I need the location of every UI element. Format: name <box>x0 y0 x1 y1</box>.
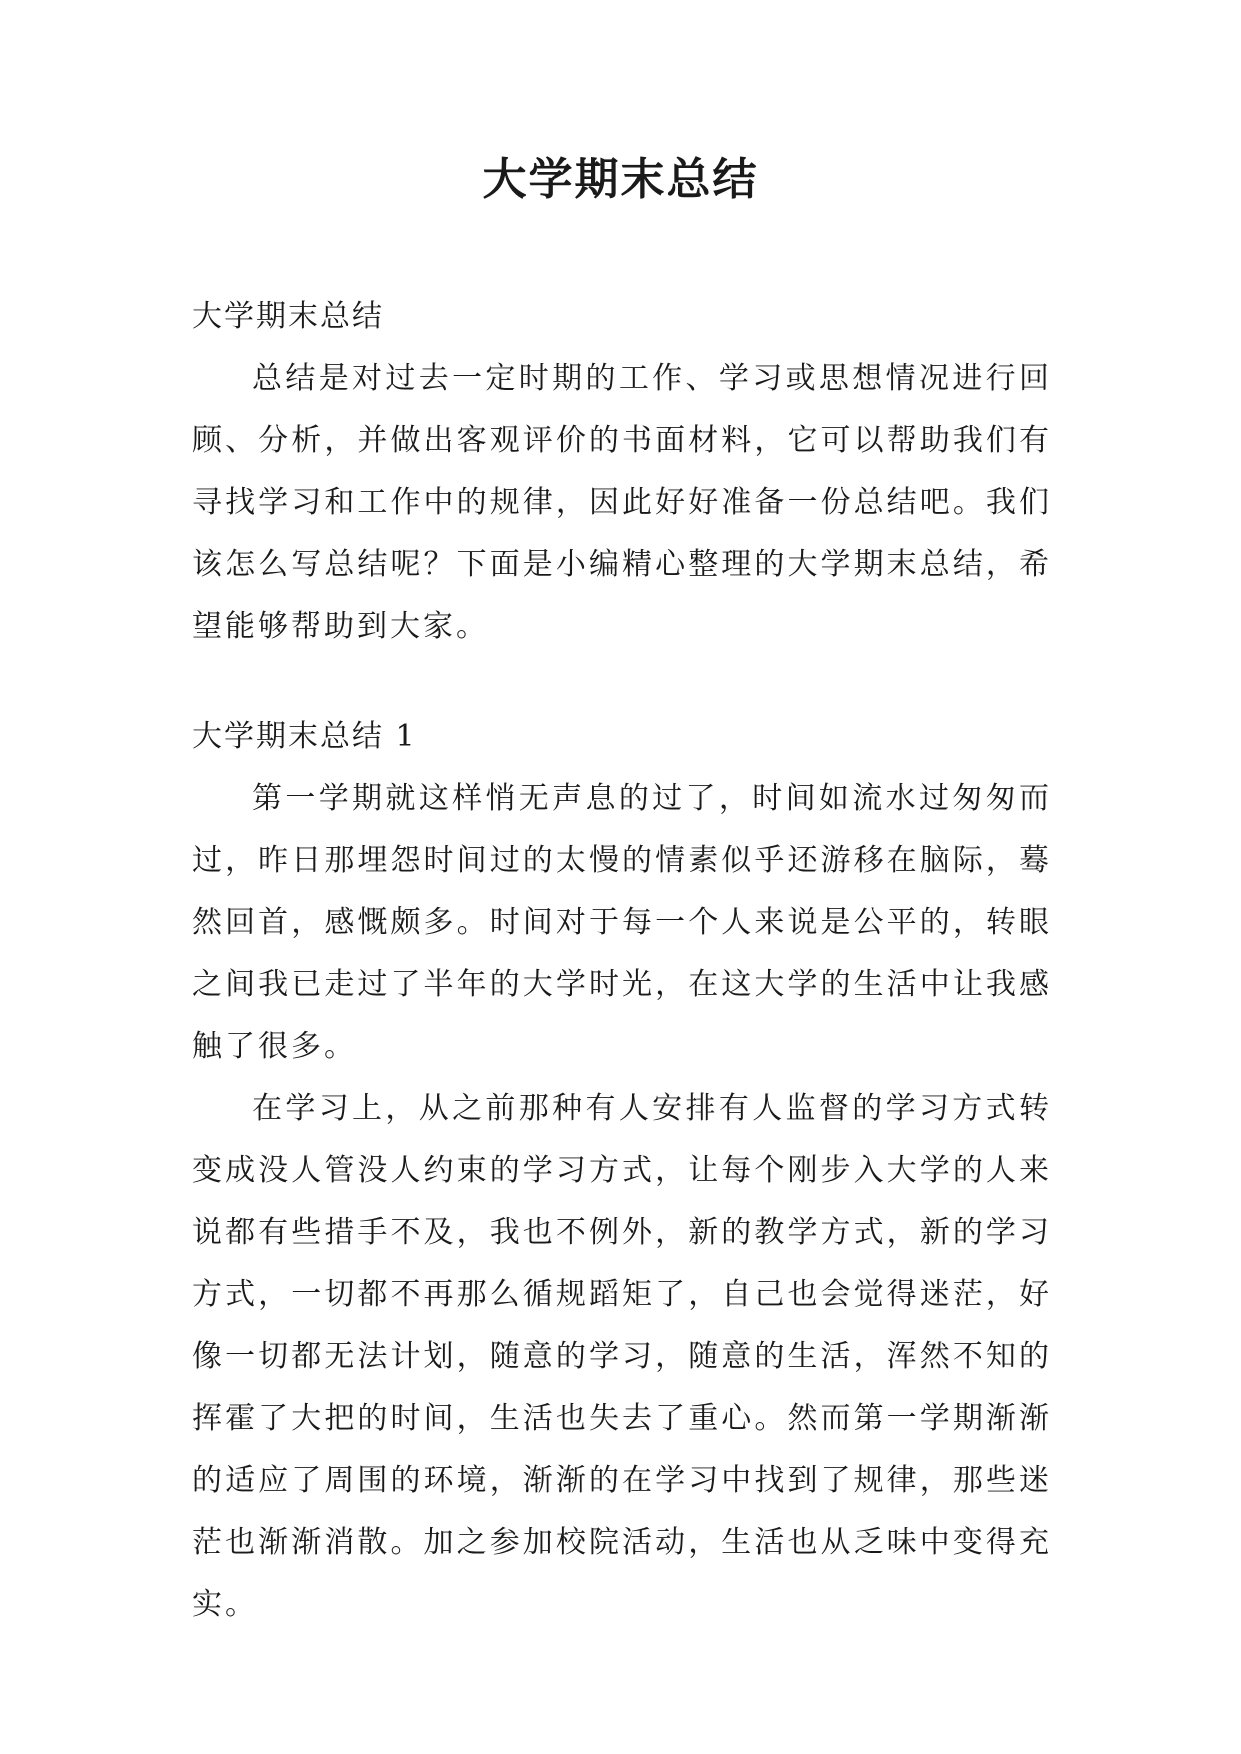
intro-paragraph: 总结是对过去一定时期的工作、学习或思想情况进行回顾、分析，并做出客观评价的书面材料，它可以帮助我们有寻找学习和工作中的规律，因此好好准备一份总结吧。我们该怎么写总结呢？下面是小编精心整理的大学期末总结，希望能够帮助到大家。 <box>192 361 1052 644</box>
document-body <box>192 286 1052 1636</box>
section-spacer <box>192 658 1052 706</box>
section-1-heading: 大学期末总结 1 <box>192 719 417 754</box>
intro-heading: 大学期末总结 <box>192 299 384 334</box>
section-1-paragraph: 在学习上，从之前那种有人安排有人监督的学习方式转变成没人管没人约束的学习方式，让每个刚步入大学的人来说都有些措手不及，我也不例外，新的教学方式，新的学习方式，一切都不再那么循规蹈矩了，自己也会觉得迷茫，好像一切都无法计划，随意的学习，随意的生活，浑然不知的挥霍了大把的时间，生活也失去了重心。然而第一学期渐渐的适应了周围的环境，渐渐的在学习中找到了规律，那些迷茫也渐渐消散。加之参加校院活动，生活也从乏味中变得充实。 <box>192 1091 1052 1622</box>
section-1-paragraph: 第一学期就这样悄无声息的过了，时间如流水过匆匆而过，昨日那埋怨时间过的太慢的情素似乎还游移在脑际，蓦然回首，感慨颇多。时间对于每一个人来说是公平的，转眼之间我已走过了半年的大学时光，在这大学的生活中让我感触了很多。 <box>192 781 1052 1064</box>
document-title: 大学期末总结 <box>482 154 759 205</box>
